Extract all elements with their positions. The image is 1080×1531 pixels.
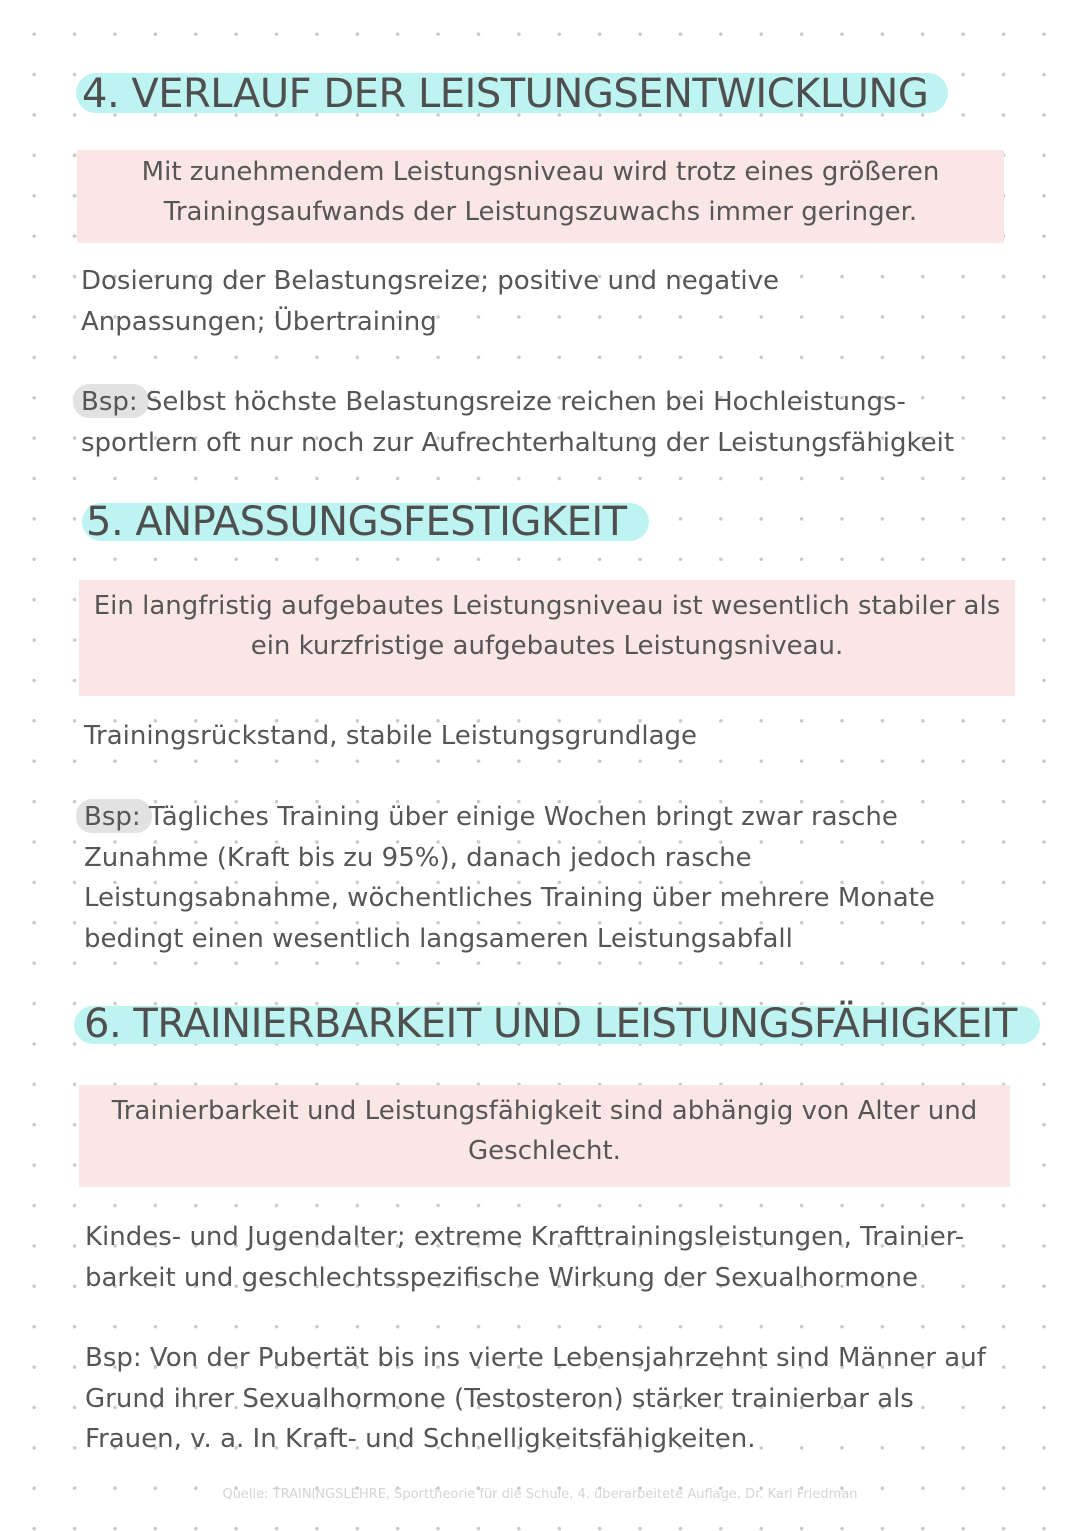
section-4-example xyxy=(81,382,954,463)
example-label: Bsp: xyxy=(81,382,138,423)
definition-line: Mit zunehmendem Leistungsniveau wird trotz eines größeren xyxy=(141,157,940,187)
section-6-definition-box xyxy=(79,1085,1010,1187)
definition-line: ein kurzfristige aufgebautes Leistungsniveau. xyxy=(250,631,844,661)
example-label: Bsp: xyxy=(84,797,141,838)
example-text: Selbst höchste Belastungsreize reichen bei Hochleistungs- xyxy=(145,387,906,417)
example-line xyxy=(81,382,954,423)
example-line: Frauen, v. a. In Kraft- und Schnelligkeitsfähigkeiten. xyxy=(85,1424,756,1454)
example-line: Leistungsabnahme, wöchentliches Training über mehrere Monate xyxy=(84,883,935,913)
section-4-definition-box xyxy=(77,150,1004,243)
example-line: Grund ihrer Sexualhormone (Testosteron) stärker trainierbar als xyxy=(85,1383,914,1414)
example-text: Tägliches Training über einige Wochen bringt zwar rasche xyxy=(148,802,898,832)
keywords-line: Kindes- und Jugendalter; extreme Krafttrainingsleistungen, Trainier- xyxy=(85,1222,965,1252)
definition-line: Trainierbarkeit und Leistungsfähigkeit sind abhängig von Alter und xyxy=(111,1096,978,1126)
example-line xyxy=(85,1338,986,1379)
section-5-keywords xyxy=(84,716,697,757)
section-4-keywords xyxy=(81,261,779,342)
example-line xyxy=(84,797,935,838)
keywords-line: barkeit und geschlechtsspezifische Wirkung der Sexualhormone xyxy=(85,1262,918,1293)
example-line: bedingt einen wesentlich langsameren Leistungsabfall xyxy=(84,923,793,954)
section-6-heading: 6. TRAINIERBARKEIT UND LEISTUNGSFÄHIGKEIT xyxy=(84,1001,1017,1047)
section-6-keywords xyxy=(85,1217,964,1298)
example-label: Bsp: xyxy=(85,1343,142,1373)
example-line: Zunahme (Kraft bis zu 95%), danach jedoch rasche xyxy=(84,842,752,873)
example-text: Von der Pubertät bis ins vierte Lebensjahrzehnt sind Männer auf xyxy=(149,1343,986,1373)
example-line: sportlern oft nur noch zur Aufrechterhaltung der Leistungsfähigkeit xyxy=(81,427,955,458)
keywords-line: Anpassungen; Übertraining xyxy=(81,306,437,337)
source-citation: Quelle: TRAININGSLEHRE, Sporttheorie für die Schule, 4. überarbeitete Auflage, Dr. Karl Friedman xyxy=(222,1487,858,1502)
definition-line: Geschlecht. xyxy=(468,1136,621,1166)
keywords-line: Trainingsrückstand, stabile Leistungsgrundlage xyxy=(84,721,698,751)
definition-line: Ein langfristig aufgebautes Leistungsniveau ist wesentlich stabiler als xyxy=(93,591,1001,621)
section-5-heading: 5. ANPASSUNGSFESTIGKEIT xyxy=(86,499,627,545)
section-5-definition-box xyxy=(79,580,1015,696)
keywords-line: Dosierung der Belastungsreize; positive und negative xyxy=(81,266,779,296)
definition-line: Trainingsaufwands der Leistungszuwachs immer geringer. xyxy=(163,197,918,227)
section-4-heading: 4. VERLAUF DER LEISTUNGSENTWICKLUNG xyxy=(82,71,929,117)
section-5-example xyxy=(84,797,935,959)
section-6-example xyxy=(85,1338,986,1460)
